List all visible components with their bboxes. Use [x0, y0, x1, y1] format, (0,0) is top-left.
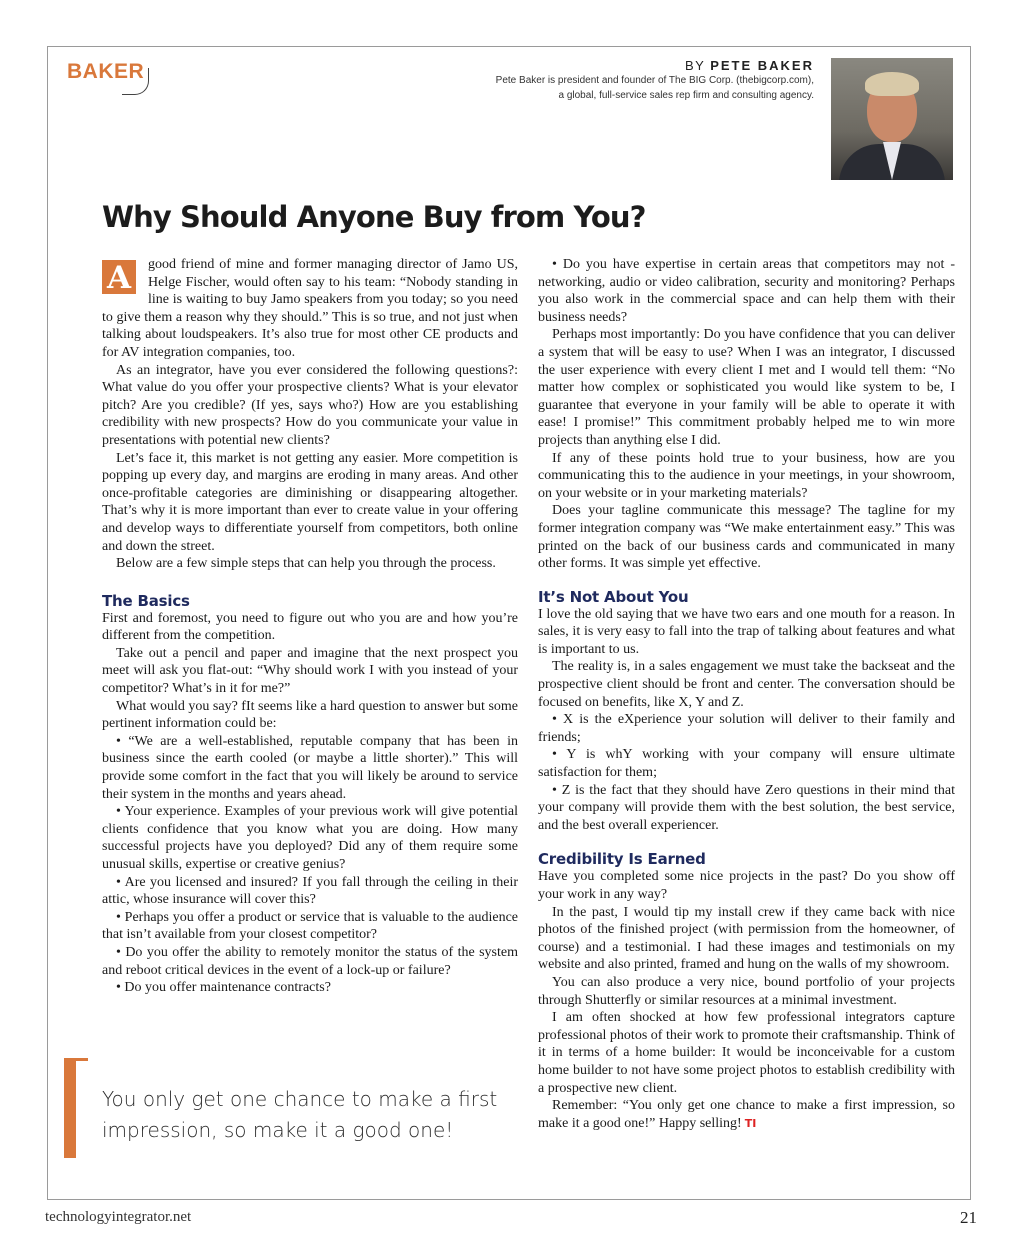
pullquote-bar: [64, 1058, 76, 1158]
paragraph: I love the old saying that we have two ears and one mouth for a reason. In sales, it is very easy to fall into the trap of talking about features and what is important to us.: [538, 606, 955, 657]
paragraph: I am often shocked at how few professional integrators capture professional photos of their work to promote their craftsmanship. Think of it in terms of a home builder: It would be inconceivable for a custom home builder to not have some project photos to establish credibility with a prospective new client.: [538, 1010, 955, 1096]
dropcap: A: [102, 260, 136, 294]
paragraph: Does your tagline communicate this message? The tagline for my former integration company was “We make entertainment easy.” This was printed on the back of our business cards and communicated in many other forms. It was simple yet effective.: [538, 503, 955, 572]
page-number: 21: [960, 1208, 977, 1227]
author-bio-line: Pete Baker is president and founder of The BIG Corp. (thebigcorp.com),: [495, 75, 814, 86]
section-heading-basics: The Basics: [102, 591, 190, 610]
pullquote-tick: [76, 1058, 88, 1061]
bullet-item: • X is the eXperience your solution will deliver to their family and friends;: [538, 712, 955, 745]
bullet-item: • Perhaps you offer a product or service that is valuable to the audience that isn’t available from your closest competitor?: [102, 909, 518, 943]
paragraph: Perhaps most importantly: Do you have confidence that you can deliver a system that will be easy to use? When I was an integrator, I discussed the user experience with every client I met and I would tell them: “No matter how complex or sophisticated you would like system to be, I guarantee that everyone in your family will be able to operate it with ease! I promise!” This commitment probably helped me to win more projects than anything else I did.: [538, 327, 955, 448]
paragraph: Let’s face it, this market is not getting any easier. More competition is popping up every day, and margins are eroding in many areas. And other once-profitable categories are diminishing or disappearing altogether. That’s why it is more important than ever to create value in your offering and develop ways to differentiate yourself from competitors, both online and down the street.: [102, 450, 518, 554]
bullet-item: • “We are a well-established, reputable company that has been in business since the earth cooled (or maybe a little shorter).” This will provide some comfort in the fact that you will likely be around to service their system in the months and years ahead.: [102, 733, 518, 802]
byline-prefix: BY: [684, 58, 706, 73]
paragraph: [538, 1097, 955, 1132]
article-title: Why Should Anyone Buy from You?: [102, 200, 646, 234]
author-bio: [496, 74, 814, 103]
byline: [496, 58, 814, 103]
end-mark: TI: [744, 1116, 757, 1130]
section-heading-credibility: Credibility Is Earned: [538, 850, 706, 869]
paragraph: Take out a pencil and paper and imagine that the next prospect you meet will ask you flat-out: “Why should work I with you instead of your competitor? What’s in it for me?”: [102, 645, 518, 697]
bullet-item: • Y is whY working with your company will ensure ultimate satisfaction for them;: [538, 747, 955, 781]
paragraph: Have you completed some nice projects in the past? Do you show off your work in any way?: [538, 869, 955, 902]
pullquote: You only get one chance to make a first impression, so make it a good one!: [102, 1087, 498, 1142]
author-photo: [831, 58, 953, 180]
paragraph: The reality is, in a sales engagement we must take the backseat and the prospective client should be front and center. The conversation should be focused on benefits, like X, Y and Z.: [538, 659, 955, 710]
paragraph: Below are a few simple steps that can help you through the process.: [116, 556, 496, 572]
paragraph: [102, 256, 518, 362]
footer-site-url[interactable]: technologyintegrator.net: [45, 1209, 192, 1225]
author-photo-hair: [865, 72, 919, 96]
byline-author-line: [496, 58, 814, 73]
paragraph-text: Remember: “You only get one chance to make a first impression, so make it a good one!” Happy selling!: [538, 1098, 955, 1131]
paragraph-text: good friend of mine and former managing director of Jamo US, Helge Fischer, would often say to his team: “Nobody standing in line is waiting to buy Jamo speakers from you today; so you need to give them a reason why they should.” This is so true, and not just when talking about loudspeakers. It’s also true for most other CE products and for AV integration companies, too.: [102, 257, 518, 360]
article-column-right: [538, 256, 955, 1132]
bullet-item: • Do you offer maintenance contracts?: [116, 980, 331, 996]
bullet-item: • Do you have expertise in certain areas that competitors may not - networking, audio or video calibration, security and monitoring? Perhaps you also work in the commercial space and can help them with their business needs?: [538, 257, 955, 325]
paragraph: As an integrator, have you ever considered the following questions?: What value do you offer your prospective clients? What is your elevator pitch? Are you credible? (If yes, says who?) How are you establishing credibility with new prospects? How do you communicate your value in presentations with potential new clients?: [102, 362, 518, 448]
bullet-item: • Do you offer the ability to remotely monitor the status of the system and reboot critical devices in the event of a lock-up or failure?: [102, 944, 518, 978]
bullet-item: • Are you licensed and insured? If you fall through the ceiling in their attic, whose insurance will cover this?: [102, 874, 518, 908]
paragraph: If any of these points hold true to your business, how are you communicating this to the audience in your meetings, in your showroom, on your website or in your marketing materials?: [538, 450, 955, 501]
bullet-item: • Z is the fact that they should have Zero questions in their mind that your company will provide them with the best solution, the best service, and the best overall experiencer.: [538, 782, 955, 833]
paragraph: In the past, I would tip my install crew if they came back with nice photos of the finished project (with permission from the homeowner, of course) and a testimonial. I had these images and testimonials on my website and also printed, framed and hung on the walls of my showroom.: [538, 904, 955, 973]
section-heading-not-about-you: It’s Not About You: [538, 587, 689, 606]
bullet-item: • Your experience. Examples of your previous work will give potential clients confidence that you know what you are doing. How many successful projects have you deployed? Did any of them require some unusual skills, expertise or creative genius?: [102, 804, 518, 872]
author-bio-line: a global, full-service sales rep firm and consulting agency.: [558, 89, 814, 101]
paragraph: First and foremost, you need to figure out who you are and how you’re different from the competition.: [102, 610, 518, 644]
column-tag: BAKER: [67, 60, 145, 83]
paragraph: What would you say? fIt seems like a hard question to answer but some pertinent information could be:: [102, 698, 518, 732]
article-column-left: [102, 256, 518, 997]
author-name: PETE BAKER: [710, 58, 814, 73]
paragraph: You can also produce a very nice, bound portfolio of your projects through Shutterfly or similar resources at a minimal investment.: [538, 974, 955, 1008]
